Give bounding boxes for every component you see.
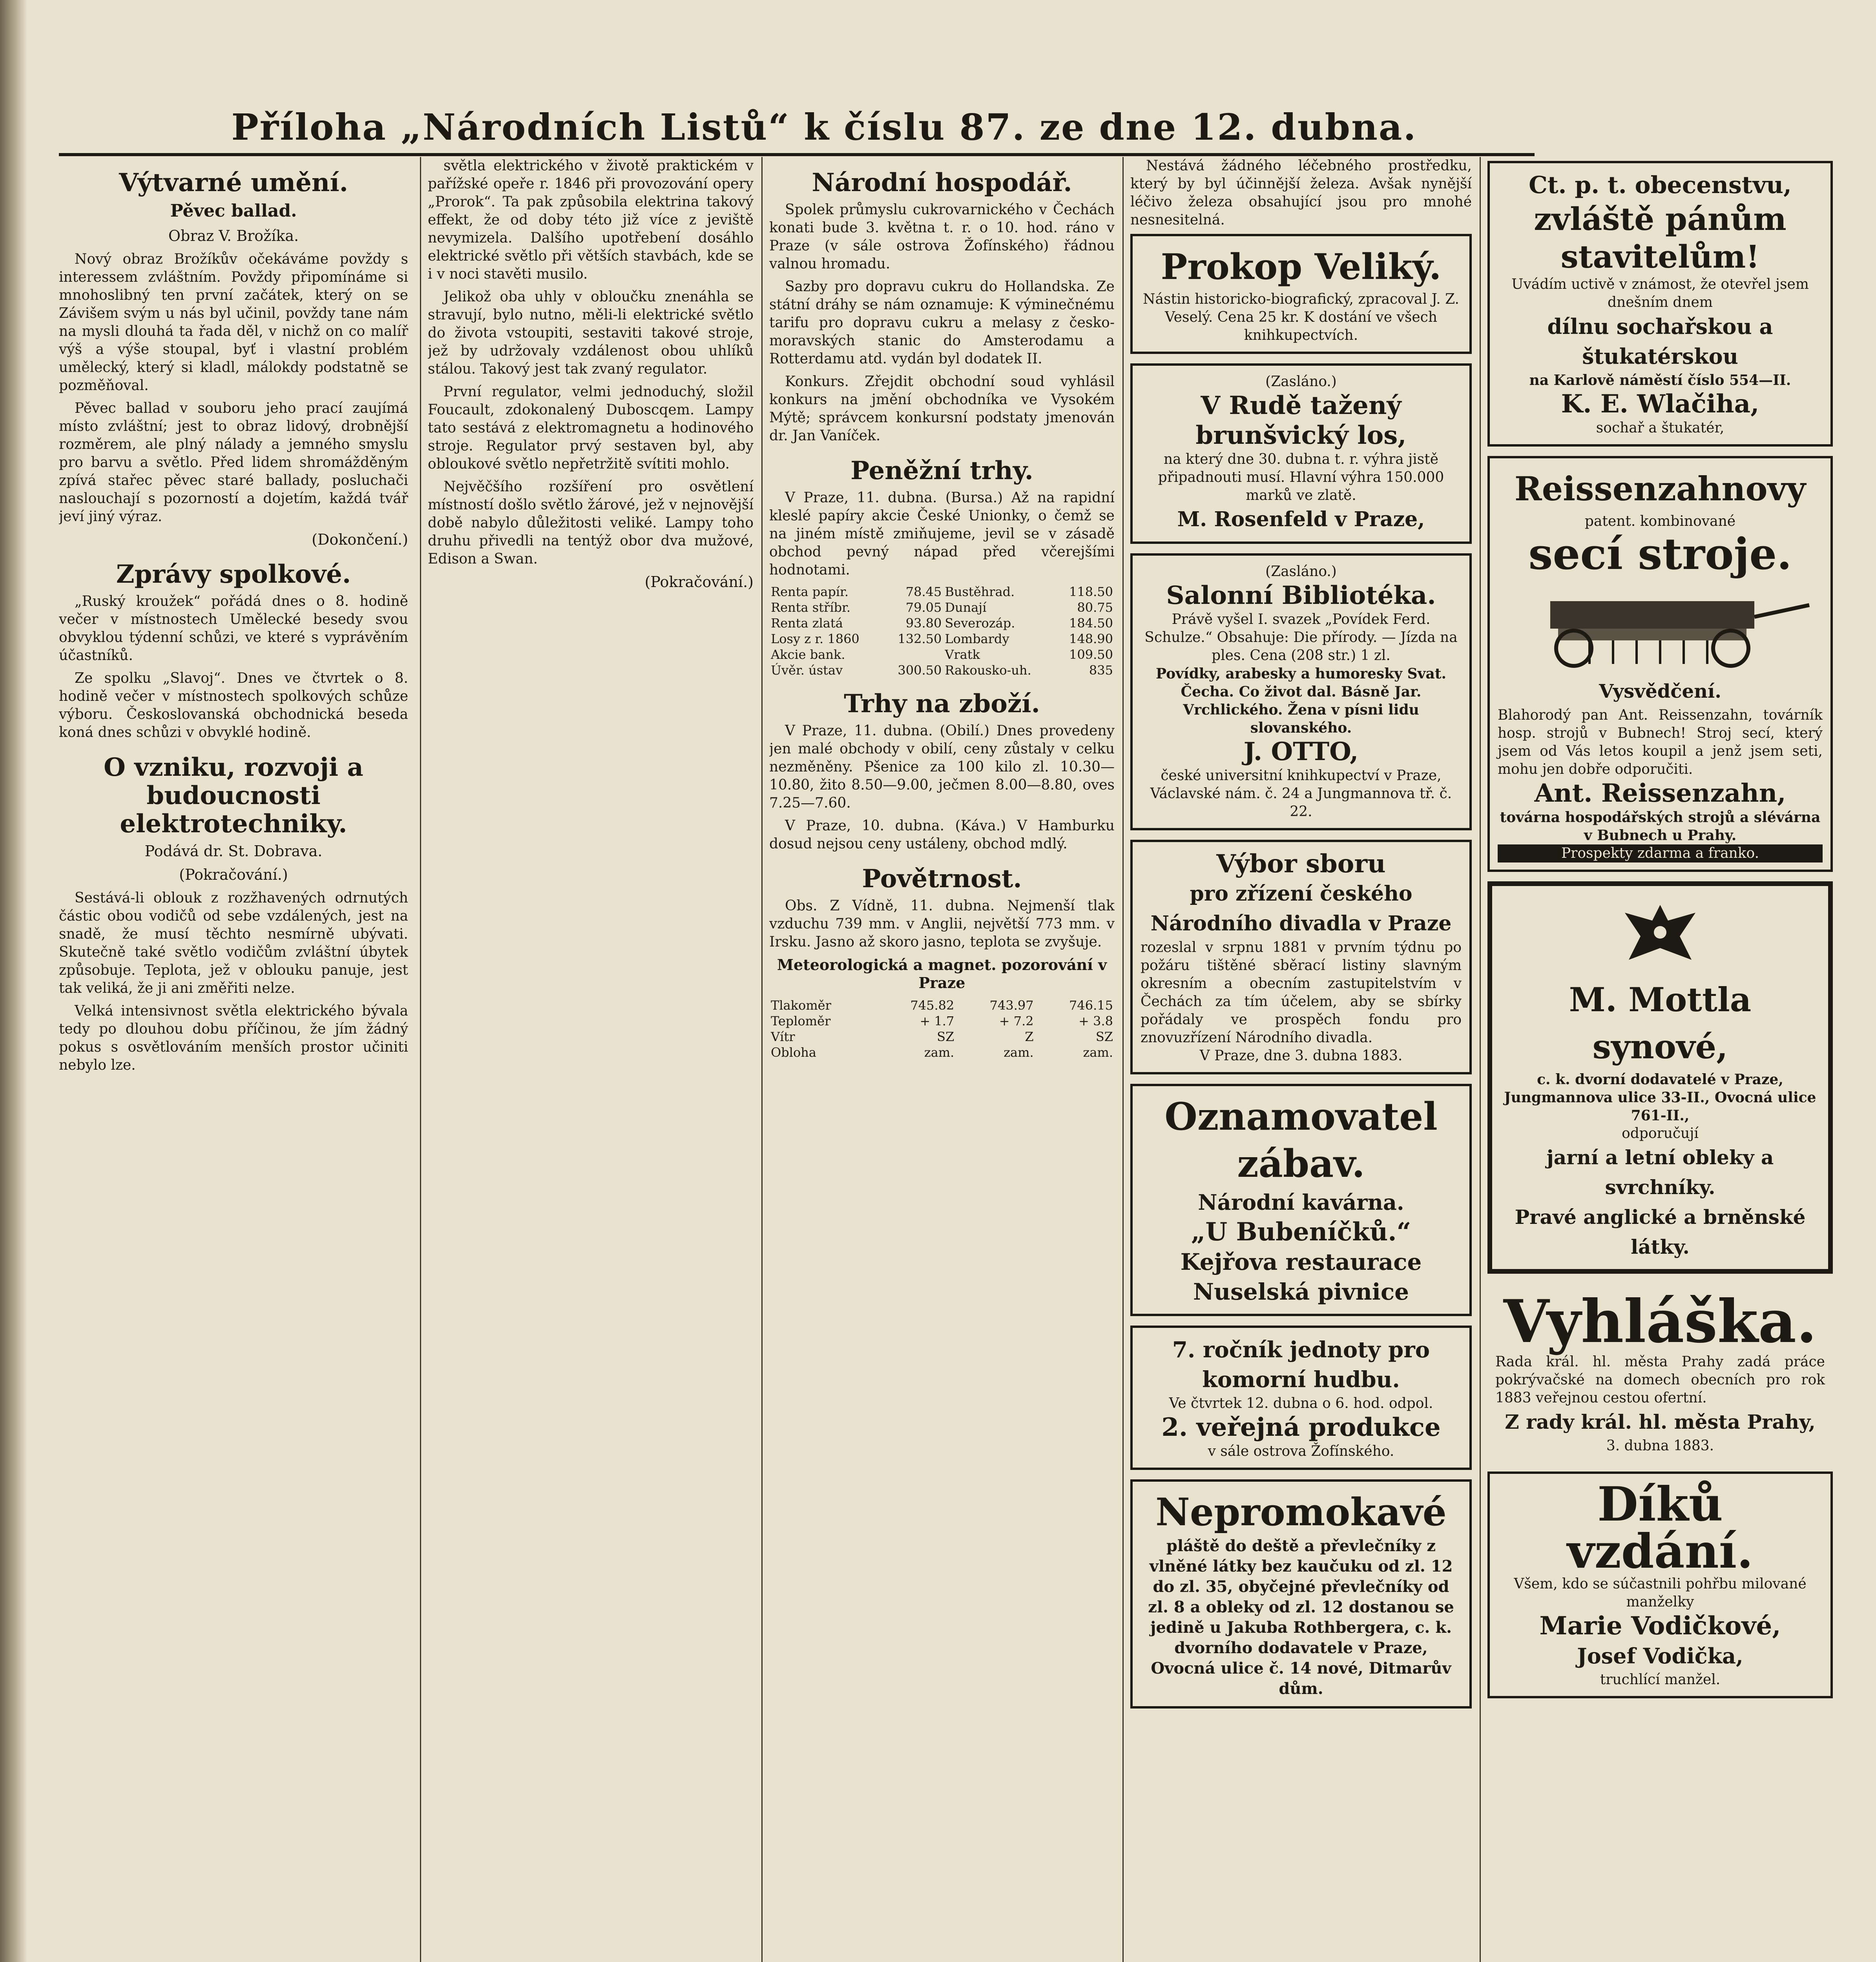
table-cell: 80.75 (1077, 600, 1113, 615)
advert-text: Ve čtvrtek 12. dubna o 6. hod. odpol. (1169, 1395, 1433, 1411)
advert-address: Jungmannova ulice 33-II., Ovocná ulice 761-II., (1504, 1089, 1816, 1124)
continuation-note: (Dokončení.) (312, 531, 408, 548)
advert-subtitle: c. k. dvorní dodavatelé v Praze, (1537, 1071, 1783, 1088)
page-header: Příloha „Národních Listů“ k číslu 87. ze dne 12. dubna. (231, 106, 1417, 148)
advert-title: 2. veřejná produkce (1161, 1413, 1441, 1442)
advert-firm: J. OTTO, (1243, 737, 1359, 766)
article-byline: Podává dr. St. Dobrava. (144, 842, 323, 860)
advert-name: Marie Vodičkové, (1539, 1611, 1781, 1641)
advert-text: Nástin historicko-biografický, zpracoval J. Z. Veselý. Cena 25 kr. K dostání ve všech knihkupectvích. (1143, 291, 1459, 343)
advert-text: v sále ostrova Žofínského. (1208, 1443, 1394, 1459)
table-cell (884, 647, 943, 662)
table-row (769, 1045, 1115, 1060)
table-cell: Losy z r. 1860 (771, 631, 860, 646)
table-cell: zam. (1083, 1045, 1113, 1060)
advert-sign: Josef Vodička, (1577, 1643, 1743, 1668)
advert-item: Kejřova restaurace (1180, 1249, 1422, 1275)
table-cell: Lombardy (945, 631, 1009, 646)
column-4 (1130, 157, 1472, 1962)
table-cell: 132.50 (898, 631, 942, 646)
advert-item: Nuselská pivnice (1193, 1278, 1409, 1305)
table-cell: Renta zlatá (771, 616, 843, 631)
advert-main: secí stroje. (1528, 529, 1792, 579)
advert-line: zvláště pánům stavitelům! (1534, 201, 1787, 275)
advert-name: K. E. Wlačiha, (1561, 389, 1759, 419)
advert-library (1130, 553, 1472, 830)
advert-title: V Rudě tažený brunšvický los, (1195, 391, 1407, 450)
advert-entertainment (1130, 1084, 1472, 1316)
section-title: Povětrnost. (862, 864, 1022, 893)
section-title: Národní hospodář. (812, 168, 1072, 197)
article-paragraph: Jelikož oba uhly v obloučku znenáhla se stravují, bylo nutno, měli-li elektrické světlo do života vstoupiti, sestaviti takové stroje, jež by udržovaly vzdálenost obou uhlíků stálou. Takový jest tak zvaný regulator. (428, 289, 754, 377)
article-paragraph: světla elektrického v životě praktickém v pařížské opeře r. 1846 při provozování opery „Prorok“. Ta pak způsobila elektrina takový effekt, že od doby této již více z jeviště nevymizela. Dalšího upotřebení dosáhlo elektrické světlo při větších stavbách, kde se i v noci stavěti musilo. (428, 158, 754, 282)
section-title: Zprávy spolkové. (116, 560, 351, 589)
article-paragraph: Obs. Z Vídně, 11. dubna. Nejmenší tlak vzduchu 739 mm. v Anglii, největší 773 mm. v Irsku. Jasno až skoro jasno, teplota se zvyšuje. (769, 898, 1115, 950)
advert-text: Právě vyšel I. svazek „Povídek Ferd. Schulze.“ Obsahuje: Die přírody. — Jízda na ples. Cena (208 str.) 1 zl. (1144, 611, 1458, 664)
advert-text: Všem, kdo se súčastnili pohřbu milované manželky (1514, 1576, 1807, 1610)
advert-subtitle: patent. kombinované (1584, 513, 1736, 529)
advert-text: Rada král. hl. města Prahy zadá práce pokrývačské na domech obecních pro rok 1883 veřejnou cestou ofertní. (1495, 1354, 1825, 1406)
article-paragraph: Pěvec ballad v souboru jeho prací zaujímá místo zvláštní; jest to obraz lidový, drobnější rozměrem, ale plný nálady a jemného smyslu pro barvu a světlo. Před lidem shromážděným zpívá stařec pěvec staré ballady, posluchači naslouchají s pozorností a dojetím, každá tvář jeví jiný výraz. (59, 400, 408, 525)
table-cell: 109.50 (1069, 647, 1113, 662)
advert-music (1130, 1326, 1472, 1470)
advert-notice (1487, 1283, 1833, 1462)
advert-firm: Ant. Reissenzahn, (1534, 779, 1786, 808)
column-rule (761, 157, 763, 1962)
article-paragraph: Spolek průmyslu cukrovarnického v Čechách konati bude 3. května t. r. o 10. hod. ráno v Praze (v sále ostrova Žofínského) řádnou valnou hromadu. (769, 202, 1115, 272)
table-cell: Úvěr. ústav (771, 663, 843, 678)
advert-role: sochař a štukatér, (1596, 420, 1725, 436)
column-1 (59, 157, 408, 1962)
table-cell: Z (1025, 1029, 1034, 1044)
table-cell: Severozáp. (945, 616, 1015, 631)
table-cell: Obloha (771, 1045, 816, 1060)
advert-raincoats (1130, 1479, 1472, 1709)
advert-role: truchlící manžel. (1600, 1672, 1721, 1688)
table-cell: Bustěhrad. (945, 584, 1015, 599)
column-3 (769, 157, 1115, 1962)
weather-table (769, 997, 1115, 1060)
table-cell: 743.97 (989, 998, 1034, 1013)
table-cell: 745.82 (910, 998, 954, 1013)
article-paragraph: Velká intensivnost světla elektrického bývala tedy po dlouhou dobu příčinou, že jím žádný pokus s osvětlováním menších prostor učiniti nebylo lze. (59, 1003, 408, 1073)
column-2 (428, 157, 754, 1962)
advert-sculptor (1487, 161, 1833, 447)
table-row (769, 584, 1115, 600)
article-paragraph: „Ruský kroužek“ pořádá dnes o 8. hodině večer v místnostech Umělecké besedy svou obvyklou týdenní schůzi, ve které s vyprávěním účastníků. (59, 593, 408, 664)
section-title: Peněžní trhy. (850, 456, 1033, 485)
weather-subtitle: Meteorologická a magnet. pozorování v Praze (777, 956, 1107, 992)
article-byline: Obraz V. Brožíka. (168, 227, 299, 244)
table-cell: 118.50 (1069, 584, 1113, 599)
seed-drill-illustration (1498, 582, 1823, 668)
advert-seed-drills (1487, 456, 1833, 872)
advert-title: Oznamovatel zábav. (1164, 1094, 1438, 1186)
article-paragraph: V Praze, 11. dubna. (Obilí.) Dnes provedeny jen malé obchody v obilí, ceny zůstaly v celku nezměněny. Pšenice za 100 kilo zl. 10.30—10.80, žito 8.50—9.00, ječmen 8.00—8.80, oves 7.25—7.60. (769, 723, 1115, 811)
table-row (769, 1029, 1115, 1045)
table-cell: 835 (1089, 663, 1113, 678)
advert-title: Výbor sboru (1216, 849, 1386, 879)
advert-cert: Vysvědčení. (1599, 680, 1721, 702)
table-row (769, 615, 1115, 631)
advert-prospect: Prospekty zdarma a franko. (1498, 844, 1823, 862)
advert-shop: dílnu sochařskou a štukatérskou (1547, 314, 1773, 369)
advert-title: Nepromokavé (1155, 1490, 1447, 1534)
section-title: Trhy na zboží. (844, 689, 1040, 718)
section-title: O vzniku, rozvoji a budoucnosti elektrotechniky. (104, 753, 363, 839)
advert-list: Povídky, arabesky a humoresky Svat. Čecha. Co život dal. Básně Jar. Vrchlického. Žena v písni lidu slovanského. (1156, 666, 1446, 736)
advert-goods: jarní a letní obleky a svrchníky. (1546, 1146, 1774, 1199)
column-rule (420, 157, 421, 1962)
advert-goods: Pravé anglické a brněnské látky. (1515, 1205, 1806, 1258)
table-cell: Renta papír. (771, 584, 849, 599)
table-cell: 78.45 (905, 584, 942, 599)
article-paragraph: V Praze, 11. dubna. (Bursa.) Až na rapidní kleslé papíry akcie České Unionky, o čemž se na jiném místě zmiňujeme, jevil se v zásadě obchod pevný nápad před včerejšími hodnotami. (769, 490, 1115, 578)
table-cell: zam. (1004, 1045, 1034, 1060)
table-cell: Renta stříbr. (771, 600, 850, 615)
article-paragraph: Ze spolku „Slavoj“. Dnes ve čtvrtek o 8. hodině večer v místnostech spolkových schůze výboru. Českoslovanská obchodnická beseda koná dnes schůzi v obvyklé hodině. (59, 670, 408, 740)
article-paragraph: Sestává-li oblouk z rozžhavených odrnutých částic obou vodičů od sebe vzdálených, jest na snadě, že musí těchto nesmírně ubývati. Skutečně také světlo vodičům zvláštní úbytek způsobuje. Teplota, jež v oblouku panuje, jest tak veliká, že ji ani změřiti nelze. (59, 890, 408, 996)
article-title: Pěvec ballad. (170, 201, 297, 221)
advert-thanks (1487, 1472, 1833, 1698)
column-5 (1487, 157, 1833, 1962)
advert-text: Blahorodý pan Ant. Reissenzahn, továrník hosp. strojů v Bubnech! Stroj secí, který jsem od Vás letos koupil a jenž jsem seti, mohu jen dobře odporučiti. (1498, 707, 1823, 777)
advert-title: 7. ročník jednoty pro komorní hudbu. (1172, 1337, 1430, 1393)
advert-firm: M. Rosenfeld v Praze, (1177, 507, 1425, 531)
advert-title: Vyhláška. (1503, 1287, 1817, 1356)
column-rule (1122, 157, 1124, 1962)
advert-text: rozeslal v srpnu 1881 v prvním týdnu po požáru tištěné sběrací listiny slavným okresním a obecním zastupitelstvím v Čechách za tím účelem, aby se sbírky pořádaly ve prospěch fondu pro znovuzřízení Národního divadla. (1141, 939, 1462, 1046)
table-cell: + 3.8 (1079, 1014, 1113, 1028)
bourse-table (769, 584, 1115, 678)
table-row (769, 631, 1115, 647)
advert-title: Salonní Bibliotéka. (1166, 581, 1436, 610)
article-paragraph: Nejvěčšího rozšíření pro osvětlení místností došlo světlo žárové, jež v nejnovější době nabylo důležitosti veliké. Lampy toho druhu přivedli na tentýž obor dva mužové, Edison a Swan. (428, 479, 754, 567)
table-row (769, 647, 1115, 662)
table-cell: 184.50 (1069, 616, 1113, 631)
table-cell: zam. (924, 1045, 954, 1060)
article-paragraph: Konkurs. Zřejdit obchodní soud vyhlásil konkurs na jmění obchodníka ve Vysokém Mýtě; správcem konkursní podstaty jmenován dr. Jan Vaníček. (769, 374, 1115, 444)
advert-lottery (1130, 363, 1472, 544)
table-cell: + 1.7 (920, 1014, 954, 1028)
table-cell: 93.80 (905, 616, 942, 631)
advert-title: M. Mottla synové, (1569, 980, 1752, 1066)
advert-mottl (1487, 881, 1833, 1274)
column-rule (1480, 157, 1481, 1962)
advert-firm-detail: továrna hospodářských strojů a slévárna v Bubnech u Prahy. (1500, 809, 1821, 844)
article-paragraph: Nestává žádného léčebného prostředku, který by byl účinnější železa. Avšak nynější léčivo železa obsahující jsou pro mnohé nesnesitelná. (1130, 158, 1472, 228)
article-paragraph: První regulator, velmi jednoduchý, složil Foucault, zdokonalený Duboscqem. Lampy tato sestává z elektromagnetu a hodinového stroje. Regulator prvý sestaven byl, aby obloukové světlo nepřetržitě svítiti mohlo. (428, 384, 754, 472)
page-binding-edge (0, 0, 27, 1962)
table-cell: Rakousko-uh. (945, 663, 1031, 678)
continuation-note: (Pokračování.) (644, 573, 754, 591)
advert-title: Díků vzdání. (1567, 1477, 1754, 1579)
advert-date: 3. dubna 1883. (1606, 1438, 1714, 1454)
table-row (769, 600, 1115, 615)
table-cell: Vítr (771, 1029, 795, 1044)
section-title: Výtvarné umění. (119, 168, 348, 197)
article-paragraph: Nový obraz Brožíkův očekáváme povždy s interessem zvláštním. Povždy připomínáme si mnohoslibný ten první začátek, který on se Závišem svým u nás byl učinil, povždy tane nám na mysli dlouhá ta řada děl, v nichž on co malíř výš a výše stoupal, byť i vlastní problém umělecký, který si kladl, málokdy podstatně se pozměňoval. (59, 251, 408, 394)
table-cell: Akcie bank. (771, 647, 845, 662)
advert-text: na který dne 30. dubna t. r. výhra jistě připadnouti musí. Hlavní výhra 150.000 marků ve zlatě. (1158, 451, 1444, 503)
table-cell: Tlakoměr (771, 998, 831, 1013)
advert-text: pláště do deště a převlečníky z vlněné látky bez kaučuku od zl. 12 do zl. 35, obyčejné převlečníky od zl. 8 a obleky od zl. 12 dostanou se jedině u Jakuba Rothbergera, c. k. dvorního dodavatele v Praze, Ovocná ulice č. 14 nové, Ditmarův dům. (1148, 1537, 1454, 1698)
advert-item: Národní kavárna. (1198, 1190, 1404, 1215)
advert-label: (Zasláno.) (1265, 374, 1337, 390)
advert-address: na Karlově náměstí číslo 554—II. (1529, 372, 1791, 388)
advert-line: Ct. p. t. obecenstvu, (1529, 171, 1792, 199)
advert-sign: Z rady král. hl. města Prahy, (1505, 1410, 1816, 1433)
table-cell: 148.90 (1069, 631, 1113, 646)
advert-date: V Praze, dne 3. dubna 1883. (1199, 1048, 1403, 1064)
table-cell: 79.05 (905, 600, 942, 615)
continuation-note: (Pokračování.) (179, 866, 288, 883)
eagle-crest-icon (1617, 897, 1703, 968)
table-cell: 300.50 (898, 663, 942, 678)
table-row (769, 1013, 1115, 1029)
advert-prokop (1130, 234, 1472, 354)
table-cell: SZ (1095, 1029, 1113, 1044)
advert-title: Prokop Veliký. (1161, 246, 1442, 288)
table-cell: SZ (937, 1029, 954, 1044)
advert-text: odporučují (1622, 1125, 1699, 1141)
advert-label: (Zasláno.) (1265, 563, 1337, 580)
article-paragraph: V Praze, 10. dubna. (Káva.) V Hamburku dosud nejsou ceny ustáleny, obchod mdlý. (769, 818, 1115, 852)
article-paragraph: Sazby pro dopravu cukru do Hollandska. Ze státní dráhy se nám oznamuje: K výminečnému tarifu pro dopravu cukru a melasy z česko-moravských stanic do Amsterodamu a Rotterdamu atd. vydán byl dodatek II. (769, 279, 1115, 367)
table-cell: Dunají (945, 600, 987, 615)
advert-title: Reissenzahnovy (1514, 469, 1806, 508)
advert-text: české universitní knihkupectví v Praze, Václavské nám. č. 24 a Jungmannova tř. č. 22. (1150, 768, 1452, 820)
header-rule (59, 153, 1535, 156)
table-cell: 746.15 (1069, 998, 1113, 1013)
advert-theatre (1130, 840, 1472, 1074)
table-cell: Vratk (945, 647, 980, 662)
advert-subtitle: pro zřízení českého Národního divadla v Praze (1150, 882, 1452, 935)
advert-text: Uvádím uctivě v známost, že otevřel jsem dnešním dnem (1511, 276, 1809, 310)
advert-item: „U Bubeníčků.“ (1191, 1217, 1411, 1247)
table-row (769, 662, 1115, 678)
table-cell: + 7.2 (999, 1014, 1034, 1028)
table-cell: Teploměr (771, 1014, 831, 1028)
table-row (769, 997, 1115, 1013)
